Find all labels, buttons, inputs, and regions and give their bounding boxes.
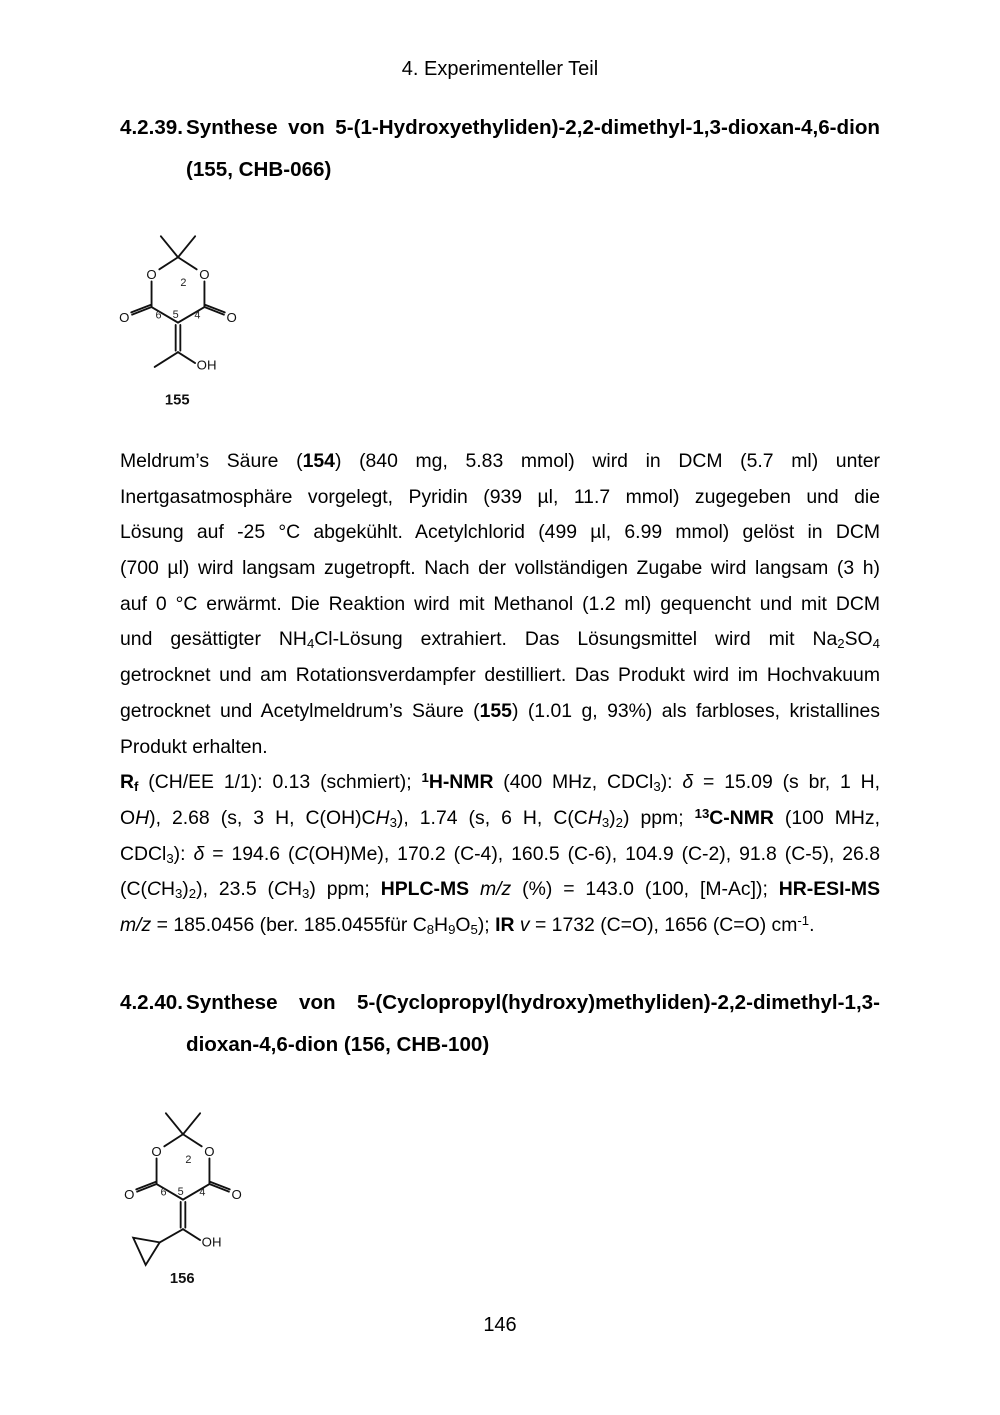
section-heading-4240 (120, 982, 880, 1066)
bond-skeleton (131, 236, 224, 367)
heading-title-line1: Synthese von 5-(1-Hydroxyethyliden)-2,2-dimethyl-1,3-dioxan-4,6-dion (186, 116, 880, 139)
carbonyl-oxygen-label: O (226, 309, 237, 325)
heading-title-line1: Synthese von 5-(Cyclopropyl(hydroxy)methyliden)-2,2-dimethyl-1,3- (186, 991, 880, 1014)
compound-number-label: 155 (164, 392, 190, 409)
body-line: Inertgasatmosphäre vorgelegt, Pyridin (939 µl, 11.7 mmol) zugegeben und die (120, 485, 880, 508)
hydroxyl-label: OH (196, 357, 217, 373)
ring-oxygen-label: O (146, 267, 157, 283)
body-line: Produkt erhalten. (120, 735, 268, 758)
page-number: 146 (483, 1314, 517, 1336)
body-line: $R_f$ (CH/EE 1/1): 0.13 (schmiert); $^1$H-NMR (400 MHz, CDCl$_3$): δ = 15.09 (s br, 1 H, (120, 770, 880, 795)
position-5-label: 5 (177, 1185, 184, 1198)
position-2-label: 2 (185, 1154, 192, 1167)
position-4-label: 4 (194, 309, 201, 322)
cyclopropyl-ring (133, 1238, 159, 1265)
body-block (120, 444, 880, 944)
compound-number-label: 156 (169, 1270, 195, 1287)
body-line: Lösung auf -25 °C abgekühlt. Acetylchlorid (499 µl, 6.99 mmol) gelöst in DCM (120, 521, 880, 544)
position-6-label: 6 (155, 309, 162, 322)
chem-structure-156 (113, 1103, 253, 1290)
body-line: getrocknet und Acetylmeldrum’s Säure (155) (1.01 g, 93%) als farbloses, kristallines (120, 699, 880, 722)
heading-number: 4.2.39. (120, 116, 183, 139)
heading-title-line2: dioxan-4,6-dion (156, CHB-100) (186, 1033, 490, 1056)
section-heading-4239 (120, 107, 880, 191)
carbonyl-oxygen-label: O (231, 1186, 242, 1202)
ring-oxygen-label: O (204, 1144, 215, 1160)
position-5-label: 5 (172, 308, 179, 321)
body-line: (700 µl) wird langsam zugetropft. Nach der vollständigen Zugabe wird langsam (3 h) (120, 557, 880, 580)
hydroxyl-label: OH (201, 1234, 222, 1250)
chem-structure-155 (108, 226, 248, 413)
carbonyl-oxygen-label: O (119, 309, 130, 325)
position-6-label: 6 (160, 1186, 167, 1199)
body-line: getrocknet und am Rotationsverdampfer destilliert. Das Produkt wird im Hochvakuum (120, 664, 880, 687)
body-line: und gesättigter $NH_4Cl$-Lösung extrahiert. Das Lösungsmittel wird mit $Na_2SO_4$ (120, 628, 880, 652)
carbonyl-oxygen-label: O (124, 1186, 135, 1202)
ring-oxygen-label: O (199, 267, 210, 283)
body-line: auf 0 °C erwärmt. Die Reaktion wird mit Methanol (1.2 ml) gequencht und mit DCM (120, 592, 880, 615)
body-line: OH), 2.68 (s, 3 H, $C(OH)CH_3$), 1.74 (s, 6 H, $C(CH_3)_2$) ppm; $^{13}$C-NMR (100 MHz, (120, 805, 880, 830)
body-line: $(C(CH_3)_2)$, 23.5 $(CH_3)$ ppm; HPLC-MS m/z (%) = 143.0 (100, [M-Ac]); HR-ESI-MS (120, 878, 880, 902)
position-4-label: 4 (199, 1186, 206, 1199)
page-header: 4. Experimenteller Teil (401, 58, 599, 80)
heading-number: 4.2.40. (120, 991, 183, 1014)
body-line: CDCl$_3$): δ = 194.6 (C(OH)Me), 170.2 (C-4), 160.5 (C-6), 104.9 (C-2), 91.8 (C-5), 26.8 (120, 842, 880, 866)
ring-oxygen-label: O (151, 1144, 162, 1160)
position-2-label: 2 (180, 277, 187, 290)
body-line: m/z = 185.0456 (ber. 185.0455für $C_8H_9O_5$); IR v = 1732 (C=O), 1656 (C=O) $cm^{-1}$. (120, 913, 815, 937)
heading-title-line2: (155, CHB-066) (186, 158, 332, 181)
body-line: Meldrum’s Säure (154) (840 mg, 5.83 mmol) wird in DCM (5.7 ml) unter (120, 450, 880, 472)
